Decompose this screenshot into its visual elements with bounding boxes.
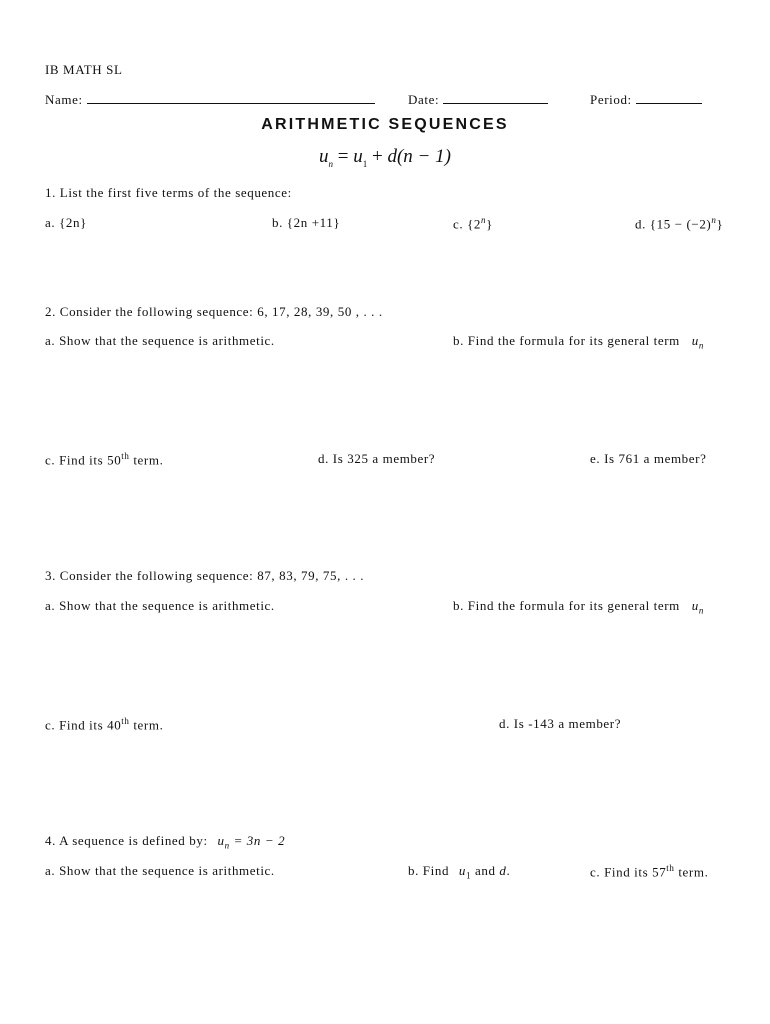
formula-rest: d(n − 1) <box>387 146 451 167</box>
q2-b-u: u <box>691 333 699 348</box>
q2-b-text: b. Find the formula for its general term <box>453 333 680 348</box>
name-blank[interactable] <box>87 91 375 104</box>
period-blank[interactable] <box>636 91 702 104</box>
q2-c <box>45 451 163 468</box>
q4-c-pre: c. Find its 57 <box>590 864 667 880</box>
q2-b <box>453 333 704 351</box>
q1-d-post: } <box>716 216 724 232</box>
date-blank[interactable] <box>443 91 548 104</box>
q4-b-post: . <box>506 863 511 878</box>
q3-a: a. Show that the sequence is arithmetic. <box>45 598 275 613</box>
q2-c-post: term. <box>129 452 164 468</box>
q2-c-sup: th <box>121 451 130 461</box>
q1-b: b. {2n +11} <box>272 215 341 230</box>
q4-def-rest: = 3n − 2 <box>229 833 286 848</box>
q2-b-sub: n <box>698 340 704 351</box>
q2-a: a. Show that the sequence is arithmetic. <box>45 333 275 348</box>
q2-e: e. Is 761 a member? <box>590 451 707 466</box>
q2-b-var <box>691 333 704 351</box>
q4-c-sup: th <box>666 863 675 873</box>
formula-lhs: u <box>319 146 329 167</box>
q2-c-pre: c. Find its 50 <box>45 452 122 468</box>
q4-b-and: and <box>471 863 500 878</box>
formula-eq: = <box>337 146 349 167</box>
q4-prompt-text: 4. A sequence is defined by: <box>45 833 208 848</box>
date-field[interactable] <box>408 91 548 108</box>
q3-c-pre: c. Find its 40 <box>45 717 122 733</box>
q4-b-sub: 1 <box>466 870 472 881</box>
formula-u1: u <box>353 146 363 167</box>
q3-prompt: 3. Consider the following sequence: 87, 83, 79, 75, . . . <box>45 568 365 583</box>
q3-b-sub: n <box>698 605 704 616</box>
name-label: Name: <box>45 92 83 107</box>
q2-prompt: 2. Consider the following sequence: 6, 17, 28, 39, 50 , . . . <box>45 304 383 319</box>
q1-d <box>635 215 723 232</box>
formula-plus: + <box>372 146 383 167</box>
general-formula <box>0 146 770 169</box>
q4-c <box>590 863 708 880</box>
q4-def-sub: n <box>224 840 230 851</box>
date-label: Date: <box>408 92 440 107</box>
q3-b-var <box>691 598 704 616</box>
formula-lhs-sub: n <box>328 158 334 169</box>
q1-prompt: 1. List the first five terms of the sequence: <box>45 185 292 200</box>
q4-a: a. Show that the sequence is arithmetic. <box>45 863 275 878</box>
q1-a: a. {2n} <box>45 215 87 230</box>
q2-d: d. Is 325 a member? <box>318 451 436 466</box>
period-field[interactable] <box>590 91 702 108</box>
q3-b-text: b. Find the formula for its general term <box>453 598 680 613</box>
period-label: Period: <box>590 92 632 107</box>
q4-b-u: u <box>458 863 467 878</box>
q3-b <box>453 598 704 616</box>
q4-b <box>408 863 510 881</box>
q1-c-post: } <box>486 216 493 232</box>
q3-c-post: term. <box>129 717 164 733</box>
q4-b-pre: b. Find <box>408 863 450 878</box>
q1-c <box>453 215 493 232</box>
q3-c <box>45 716 163 733</box>
course-label: IB MATH SL <box>45 62 123 77</box>
page-title: ARITHMETIC SEQUENCES <box>261 116 509 133</box>
q1-c-sup: n <box>481 215 487 225</box>
q4-def-u: u <box>217 833 225 848</box>
q3-d: d. Is -143 a member? <box>499 716 622 731</box>
q4-definition <box>217 833 286 851</box>
q1-c-pre: c. {2 <box>453 216 482 232</box>
q4-c-post: term. <box>674 864 709 880</box>
q3-b-u: u <box>691 598 699 613</box>
q3-c-sup: th <box>121 716 130 726</box>
formula-u1-sub: 1 <box>362 158 368 169</box>
q4-prompt <box>45 833 285 851</box>
name-field[interactable] <box>45 91 375 108</box>
q4-b-d: d <box>499 863 507 878</box>
q1-d-sup: n <box>711 215 717 225</box>
q1-d-pre: d. {15 − (−2) <box>635 216 712 232</box>
